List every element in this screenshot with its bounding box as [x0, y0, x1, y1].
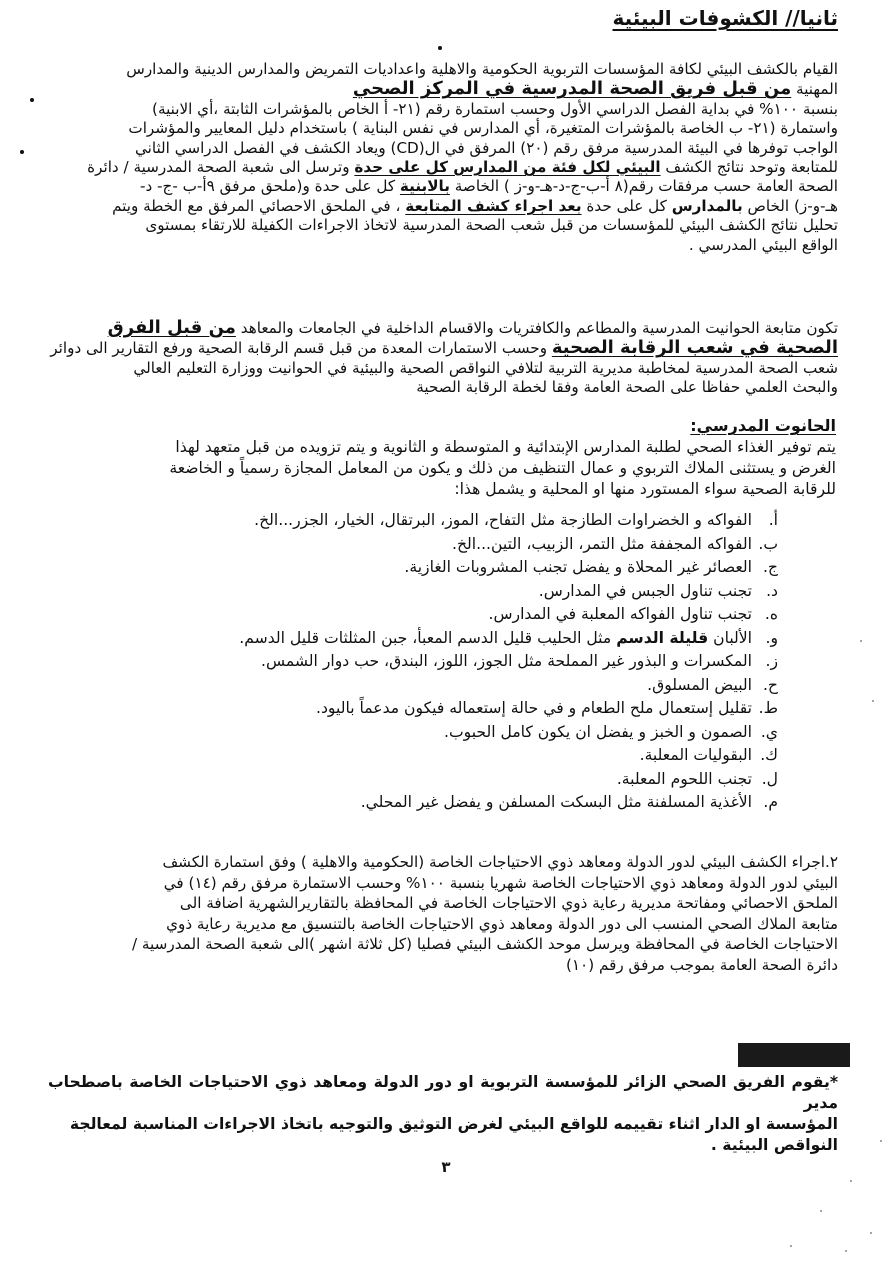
list-marker: ه.	[764, 605, 778, 623]
list-marker: و.	[765, 628, 778, 647]
bullet-dot	[20, 150, 24, 154]
list-item	[138, 650, 778, 674]
list-item	[138, 744, 778, 768]
text-line: والبحث العلمي حفاظا على الصحة العامة وفقا لخطة الرقابة الصحية	[416, 378, 838, 397]
list-item	[138, 768, 778, 792]
text-line: هـ-و-ز) الخاص بالمدارس كل على حدة بعد اجراء كشف المتابعة ، في الملحق الاحصائي المرفق مع الخطة ويتم	[112, 196, 838, 215]
text-line: متابعة الملاك الصحي المنسب الى دور الدولة ومعاهد ذوي الاحتياجات الخاصة بالتنسيق مع مديرية رعاية ذوي	[166, 914, 838, 933]
emphasis-text: قليلة الدسم	[616, 628, 709, 647]
list-item: و.الألبان قليلة الدسم مثل الحليب قليل الدسم المعبأ، جبن المثلثات قليل الدسم.	[138, 627, 778, 651]
food-list	[138, 509, 778, 815]
list-item	[138, 533, 778, 557]
emphasis-text: بالابنية	[399, 177, 450, 196]
list-item-text: العصائر غير المحلاة و يفضل تجنب المشروبات الغازية.	[404, 558, 752, 576]
bullet-dot	[30, 98, 34, 102]
text-line: بنسبة ١٠٠% في بداية الفصل الدراسي الأول وحسب استمارة رقم (٢١- أ الخاص بالمؤشرات الثابتة ،أي الابنية)	[152, 99, 838, 118]
list-item-text: تجنب تناول الفواكه المعلبة في المدارس.	[488, 605, 752, 623]
text-line: *يقوم الفريق الصحي الزائر للمؤسسة التربوية او دور الدولة ومعاهد ذوي الاحتياجات الخاصة باصطحاب مدير	[48, 1073, 838, 1112]
text-line: شعب الصحة المدرسية لمخاطبة مديرية التربية لتلافي النواقص الصحية والبيئية في الحوانيت ووزارة التعليم العالي	[133, 358, 838, 377]
section1-paragraph1	[48, 60, 838, 255]
list-item	[138, 721, 778, 745]
list-marker: د.	[766, 581, 778, 600]
text-line: الصحة العامة حسب مرفقات رقم(٨ أ-ب-ج-د-هـ-و-ز ) الخاصة بالابنية كل على حدة و(ملحق مرفق ٩أ-ب -ج- د-	[139, 177, 838, 196]
list-item	[138, 580, 778, 604]
list-marker: ط.	[758, 699, 778, 717]
section2-paragraph	[48, 852, 838, 975]
list-item-text: تجنب اللحوم المعلبة.	[616, 769, 752, 788]
list-item	[138, 791, 778, 815]
shop-intro	[46, 437, 836, 500]
emphasis-text: البيئي لكل فئة من المدارس كل على حدة	[354, 158, 661, 177]
text-line: البيئي لدور الدولة ومعاهد ذوي الاحتياجات الخاصة شهريا بنسبة ١٠٠% وحسب الاستمارة مرفق رقم (١٤) في	[163, 873, 838, 892]
redaction-box	[738, 1043, 850, 1067]
emphasis-text: بعد اجراء كشف المتابعة	[405, 196, 582, 215]
text-line: القيام بالكشف البيئي لكافة المؤسسات التربوية الحكومية والاهلية واعداديات التمريض والمدارس الدينية والمدارس	[126, 60, 838, 78]
list-item	[138, 509, 778, 533]
list-marker: أ.	[768, 511, 778, 529]
list-item	[138, 674, 778, 698]
list-item-text: الصمون و الخبز و يفضل ان يكون كامل الحبوب.	[444, 722, 752, 741]
page-number: ٣	[441, 1158, 451, 1176]
text-line: المؤسسة او الدار اثناء تقييمه للواقع البيئي لغرض التوثيق والتوجيه باتخاذ الاجراءات المناسبة لمعالجة	[69, 1115, 838, 1133]
emphasis-text: من قبل فريق الصحة المدرسية في المركز الصحي	[352, 78, 792, 100]
text-line: ٢.اجراء الكشف البيئي لدور الدولة ومعاهد ذوي الاحتياجات الخاصة (الحكومية والاهلية ) وفق استمارة الكشف	[162, 853, 838, 871]
list-marker: ز.	[765, 652, 778, 670]
section-title: ثانيا// الكشوفات البيئية	[612, 6, 838, 30]
shop-heading: الحانوت المدرسي:	[690, 416, 836, 435]
list-item-text: تجنب تناول الجبس في المدارس.	[538, 581, 752, 600]
text-line: الغرض و يستثنى الملاك التربوي و عمال التنظيف من ذلك و يكون من المعامل المجازة رسمياً و الخاضعة	[169, 459, 836, 477]
emphasis-text: من قبل الفرق	[107, 317, 236, 338]
list-item-text: تقليل إستعمال ملح الطعام و في حالة إستعماله فيكون مدعماً باليود.	[316, 699, 752, 717]
text-line: واستمارة (٢١- ب الخاصة بالمؤشرات المتغيرة، أي المدارس في نفس البناية ) باستخدام دليل المعايير والمؤشرات	[128, 119, 838, 138]
list-item	[138, 603, 778, 627]
emphasis-text: الصحية في شعب الرقابة الصحية	[551, 337, 838, 359]
text-line: تحليل نتائج الكشف البيئي للمؤسسات من قبل شعب الصحة المدرسية لاتخاذ الاجراءات الكفيلة للارتقاء بمستوى	[145, 216, 838, 235]
footnote	[48, 1072, 838, 1156]
list-item	[138, 697, 778, 721]
list-item-text: المكسرات و البذور غير المملحة مثل الجوز، اللوز، البندق، حب دوار الشمس.	[261, 652, 752, 670]
list-marker: ب.	[758, 534, 778, 553]
list-marker: ح.	[762, 675, 778, 694]
bullet-dot	[438, 46, 442, 50]
list-item-text: الفواكه المجففة مثل التمر، الزبيب، التين...الخ.	[452, 534, 752, 553]
emphasis-text: بالمدارس	[671, 196, 743, 215]
list-marker: ي.	[760, 722, 778, 741]
list-marker: ج.	[762, 558, 778, 576]
text-line: الواجب توفرها في البيئة المدرسية مرفق رقم (٢٠) المرفق في ال(CD) ويعاد الكشف في الفصل الدراسي الثاني	[134, 138, 838, 157]
section1-paragraph2	[48, 318, 838, 398]
text-line: الملحق الاحصائي ومفاتحة مديرية رعاية ذوي الاحتياجات الخاصة في المحافظة بالتقاريرالشهرية اضافة الى	[179, 894, 838, 912]
text-line: للمتابعة وتوحد نتائج الكشف البيئي لكل فئة من المدارس كل على حدة وترسل الى شعبة الصحة المدرسية / دائرة	[87, 158, 838, 177]
list-item-text: الفواكه و الخضراوات الطازجة مثل التفاح، الموز، البرتقال، الخيار، الجزر...الخ.	[254, 511, 752, 529]
text-line: الصحية في شعب الرقابة الصحية وحسب الاستمارات المعدة من قبل قسم الرقابة الصحية ورفع التقارير الى دوائر	[50, 337, 838, 359]
text-line: المهنية من قبل فريق الصحة المدرسية في المركز الصحي	[352, 78, 838, 100]
text-line: دائرة الصحة العامة بموجب مرفق رقم (١٠)	[565, 955, 838, 974]
list-marker: ك.	[760, 746, 778, 764]
text-line: تكون متابعة الحوانيت المدرسية والمطاعم والكافتريات والاقسام الداخلية في الجامعات والمعاهد من قبل الفرق	[107, 317, 838, 338]
list-item	[138, 556, 778, 580]
text-line: يتم توفير الغذاء الصحي لطلبة المدارس الإبتدائية و المتوسطة و الثانوية و يتم تزويده من قبل متعهد لهذا	[175, 438, 836, 456]
list-item-text: البيض المسلوق.	[647, 675, 752, 694]
list-item-text: البقوليات المعلبة.	[639, 746, 752, 764]
list-item-text: الأغذية المسلفنة مثل البسكت المسلفن و يفضل غير المحلي.	[360, 793, 752, 811]
text-line: للرقابة الصحية سواء المستورد منها او المحلية و يشمل هذا:	[454, 480, 836, 498]
list-marker: م.	[763, 793, 778, 811]
text-line: الواقع البيئي المدرسي .	[688, 235, 838, 254]
text-line: النواقص البيئية .	[710, 1136, 838, 1154]
list-marker: ل.	[761, 769, 778, 788]
text-line: الاحتياجات الخاصة في المحافظة ويرسل موحد الكشف البيئي فصليا (كل ثلاثة اشهر )الى شعبة الصحة المدرسية /	[131, 935, 838, 953]
